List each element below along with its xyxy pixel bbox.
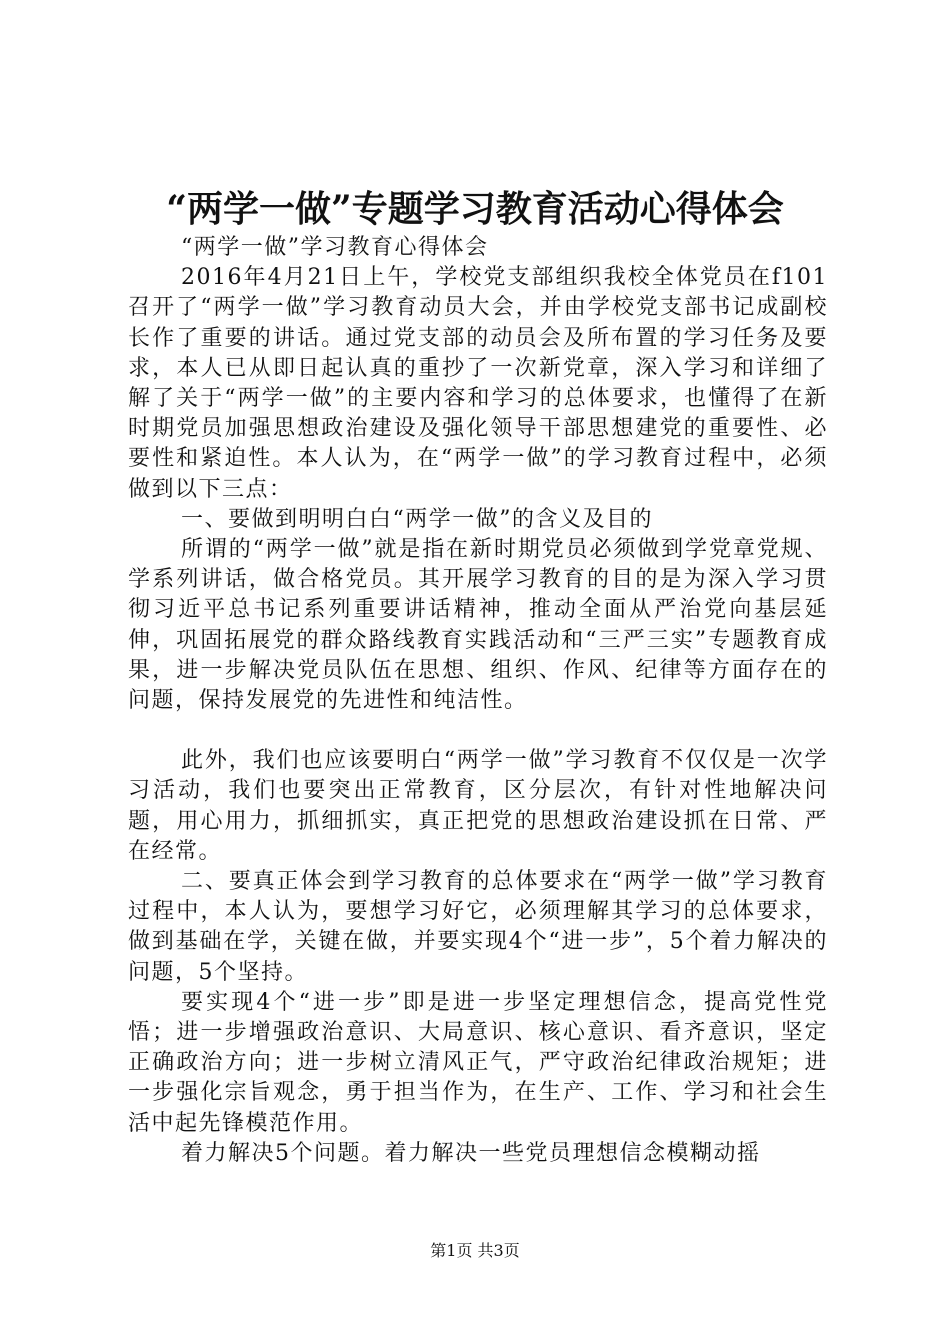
subtitle-paragraph: “两学一做”学习教育心得体会 — [181, 235, 489, 260]
body-paragraph: 此外，我们也应该要明白“两学一做”学习教育不仅仅是一次学习活动，我们也要突出正常教育，区分层次，有针对性地解决问题，用心用力，抓细抓实，真正把党的思想政治建设抓在日常、严在经常。 — [128, 748, 828, 864]
page-number-footer: 第1页 共3页 — [430, 1241, 520, 1260]
body-paragraph: 要实现4个“进一步”即是进一步坚定理想信念，提高党性党悟；进一步增强政治意识、大局意识、核心意识、看齐意识，坚定正确政治方向；进一步树立清风正气，严守政治纪律政治规矩；进一步强化宗旨观念，勇于担当作为，在生产、工作、学习和社会生活中起先锋模范作用。 — [128, 989, 828, 1136]
body-paragraph: 所谓的“两学一做”就是指在新时期党员必须做到学党章党规、学系列讲话，做合格党员。其开展学习教育的目的是为深入学习贯彻习近平总书记系列重要讲话精神，推动全面从严治党向基层延伸，巩固拓展党的群众路线教育实践活动和“三严三实”专题教育成果，进一步解决党员队伍在思想、组织、作风、纪律等方面存在的问题，保持发展党的先进性和纯洁性。 — [128, 537, 828, 714]
section-heading-two: 二、要真正体会到学习教育的总体要求在“两学一做”学习教育过程中，本人认为，要想学习好它，必须理解其学习的总体要求，做到基础在学，关键在做，并要实现4个“进一步”，5个着力解决的问题，5个坚持。 — [128, 869, 828, 985]
document-body — [128, 233, 828, 1169]
body-paragraph: 着力解决5个问题。着力解决一些党员理想信念模糊动摇 — [181, 1140, 761, 1166]
section-heading-one: 一、要做到明明白白“两学一做”的含义及目的 — [181, 506, 653, 532]
body-paragraph: 2016年4月21日上午，学校党支部组织我校全体党员在f101召开了“两学一做”学习教育动员大会，并由学校党支部书记成副校长作了重要的讲话。通过党支部的动员会及所布置的学习任务及要求，本人已从即日起认真的重抄了一次新党章，深入学习和详细了解了关于“两学一做”的主要内容和学习的总体要求，也懂得了在新时期党员加强思想政治建设及强化领导干部思想建党的重要性、必要性和紧迫性。本人认为，在“两学一做”的学习教育过程中，必须做到以下三点： — [128, 265, 828, 502]
document-title: “两学一做”专题学习教育活动心得体会 — [166, 188, 784, 230]
